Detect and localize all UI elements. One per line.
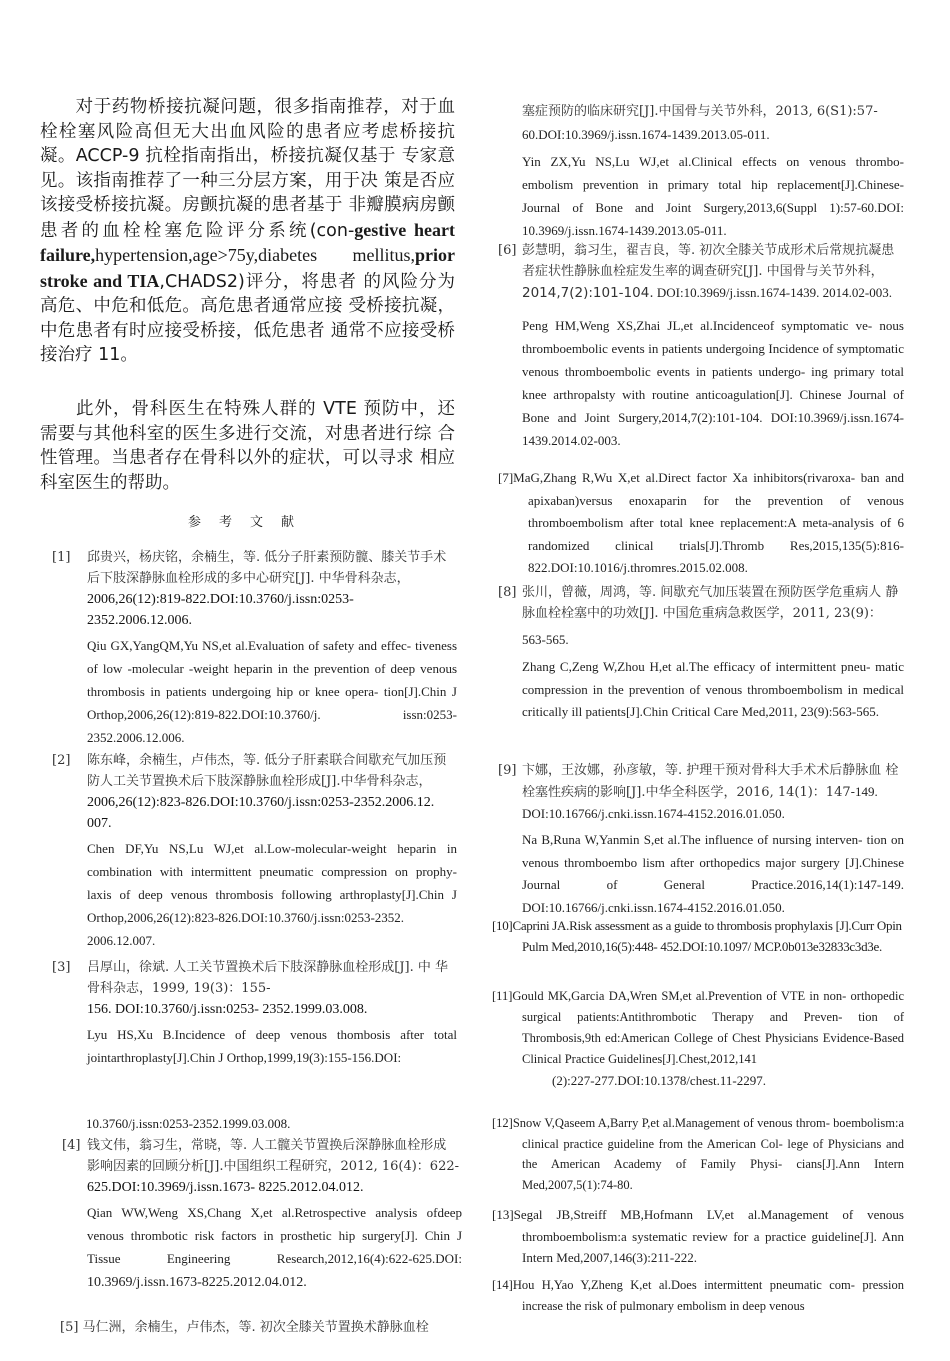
ref-number: [1] — [52, 550, 71, 565]
ref-en-tail: (2):227-277.DOI:10.1378/chest.11-2297. — [552, 1073, 766, 1088]
ref-cn-doi: 563-565. — [522, 632, 569, 647]
para1-text-a: 对于药物桥接抗凝问题，很多指南推荐，对于血栓栓塞风险高但无大出血风险的患者应考虑桥接抗凝。ACCP-9 抗栓指南指出，桥接抗凝仅基于 专家意见。该指南推荐了一种三分层方案，用于决 策是否应该接受桥接抗凝。房颤抗凝的患者基于 非瓣膜病房颤患者的血栓栓塞危险评分系统(con- — [40, 97, 455, 241]
references-heading: 参考文献 — [188, 515, 313, 530]
ref-cn: 陈东峰，余楠生，卢伟杰，等. 低分子肝素联合间歇充气加压预防人工关节置换术后下肢深静脉血栓形成[J].中华骨科杂志，2006,26(12):823-826.DOI:10.3760/j.issn:0253-2352.2006.12. 007. — [87, 753, 447, 831]
ref-en: Na B,Runa W,Yanmin S,et al.The influence of nursing interven- tion on venous thromboembo lism after orthopedics major surgery [J].Chinese Journal of General Practice.2016,14(1):147-149. DOI:10.16766/j.cnki.issn.1674-4152.2016.01.050. — [522, 832, 904, 915]
reference-13 — [492, 1204, 904, 1269]
ref-number: [9] — [498, 763, 517, 778]
ref-en: Qiu GX,YangQM,Yu NS,et al.Evaluation of safety and effec- tiveness of low -molecular -weight heparin in the prevention of deep venous thrombosis in patients undergoing hip or knee opera- tion[J].Chin J Orthop,2006,26(12):819-822.DOI:10.3760/j. issn:0253-2352.2006.12.006. — [87, 638, 457, 745]
ref-cn: 卞娜，王汝娜，孙彦敏，等. 护理干预对骨科大手术术后静脉血 栓栓塞性疾病的影响[J].中华全科医学，2016, 14(1)：147-149. DOI:10.16766/j.cnki.issn.1674-4152.2016.01.050. — [522, 763, 899, 821]
ref-number: [8] — [498, 585, 517, 600]
reference-4 — [62, 1135, 462, 1294]
ref-en: Yin ZX,Yu NS,Lu WJ,et al.Clinical effects on venous thrombo- embolism prevention in primary total hip replacement[J].Chinese- Journal of Bone and Joint Surgery,2013,6(Suppl 1):57-60.DOI: 10.3969/j.issn.1674-1439.2013.05-011. — [522, 154, 904, 238]
body-paragraph-1 — [40, 95, 455, 368]
para2-text: 此外，骨科医生在特殊人群的 VTE 预防中，还 需要与其他科室的医生多进行交流，对患者进行综 合性管理。当患者存在骨科以外的症状，可以寻求 相应科室医生的帮助。 — [40, 399, 455, 493]
ref-cn: 邱贵兴，杨庆铭，余楠生，等. 低分子肝素预防髋、膝关节手术后下肢深静脉血栓形成的多中心研究[J]. 中华骨科杂志，2006,26(12):819-822.DOI:10.3760/j.issn:0253-2352.2006.12.006. — [87, 550, 447, 628]
ref-en: Qian WW,Weng XS,Chang X,et al.Retrospective analysis ofdeep venous thrombotic risk factors in prosthetic hip surgery[J]. Chin J Tissue Engineering Research,2012,16(4):622-625.DOI: 10.3969/j.issn.1673-8225.2012.04.012. — [87, 1205, 462, 1290]
ref-en: Chen DF,Yu NS,Lu WJ,et al.Low-molecular-weight heparin in combination with intermittent pneumatic compression on prophy- laxis of deep venous thrombosis following arthroplasty[J].Chin J Orthop,2006,26(12):823-826.DOI:10.3760/j.issn:0253-2352. 2006.12.007. — [87, 841, 457, 948]
ref-en: Zhang C,Zeng W,Zhou H,et al.The efficacy of intermittent pneu- matic compression in the prevention of venous thromboembolism in medical critically ill patients[J].Chin Critical Care Med,2011, 23(9):563-565. — [522, 659, 904, 719]
reference-10 — [492, 916, 904, 957]
reference-5-clipped: [5] 马仁洲，余楠生，卢伟杰，等. 初次全膝关节置换术静脉血栓 — [60, 1320, 429, 1335]
reference-6 — [498, 240, 904, 452]
ref-cn: 塞症预防的临床研究[J].中国骨与关节外科，2013, 6(S1):57- — [522, 104, 878, 119]
reference-5-continued — [522, 101, 904, 242]
reference-3-tail: 10.3760/j.issn:0253-2352.1999.03.008. — [86, 1116, 291, 1131]
ref-cn: 张川，曾薇，周鸿，等. 间歇充气加压装置在预防医学危重病人 静脉血栓栓塞中的功效[J]. 中国危重病急救医学，2011, 23(9)： — [522, 585, 899, 621]
ref-en: Lyu HS,Xu B.Incidence of deep venous thombosis after total jointarthroplasty[J].Chin J Orthop,1999,19(3):155-156.DOI: — [87, 1027, 457, 1065]
ref-cn: 钱文伟，翁习生，常晓，等. 人工髋关节置换后深静脉血栓形成 影响因素的回顾分析[J].中国组织工程研究，2012, 16(4)：622-625.DOI:10.3969/j.issn.1673- 8225.2012.04.012. — [87, 1138, 459, 1195]
ref-number: [3] — [52, 960, 71, 975]
ref-en: [14]Hou H,Yao Y,Zheng K,et al.Does intermittent pneumatic com- pression increase the risk of pulmonary embolism in deep venous — [492, 1278, 904, 1313]
ref-en: [12]Snow V,Qaseem A,Barry P,et al.Management of venous throm- boembolism:a clinical practice guideline from the American Col- lege of Physicians and the American Academy of Family Physi- cians[J].Ann Intern Med,2007,5(1):74-80. — [492, 1116, 904, 1192]
ref-number: [6] — [498, 243, 517, 258]
ref-en: [10]Caprini JA.Risk assessment as a guide to thrombosis prophylaxis [J].Curr Opin Pulm Med,2010,16(5):448- 452.DOI:10.1097/ MCP.0b013e32833c3d3e. — [492, 918, 902, 954]
reference-12 — [492, 1113, 904, 1195]
reference-9 — [498, 760, 904, 919]
para1-text-c: hypertension,age>75y,diabetes mellitus, — [95, 245, 415, 265]
ref-number: [2] — [52, 753, 71, 768]
reference-14 — [492, 1275, 904, 1315]
ref-cn: 吕厚山，徐斌. 人工关节置换术后下肢深静脉血栓形成[J]. 中 华骨科杂志，1999, 19(3)：155- 156. DOI:10.3760/j.issn:0253- 2352.1999.03.008. — [87, 960, 449, 1017]
reference-7 — [498, 467, 904, 580]
reference-2 — [52, 750, 457, 952]
para1-text-d: prior stroke and TIA — [40, 245, 455, 291]
ref-en: [7]MaG,Zhang R,Wu X,et al.Direct factor Xa inhibitors(rivaroxa- ban and apixaban)versus enoxaparin for the prevention of venous thromboembolism after total knee replacement:A meta-analysis of 6 randomized clinical trials[J].Thromb Res,2015,135(5):816-822.DOI:10.1016/j.thromres.2015.02.008. — [498, 470, 904, 575]
reference-1 — [52, 547, 457, 749]
para1-text-e: ,CHADS2)评分，将患者 的风险分为高危、中危和低危。高危患者通常应接 受桥接抗凝，中危患者有时应接受桥接，低危患者 通常不应接受桥接治疗 11。 — [40, 271, 455, 365]
ref-number: [4] — [62, 1138, 81, 1153]
reference-3 — [52, 957, 457, 1069]
reference-11 — [492, 986, 904, 1092]
ref-en: [13]Segal JB,Streiff MB,Hofmann LV,et al.Management of venous thromboembolism:a systematic review for a practice guideline[J]. Ann Intern Med,2007,146(3):211-222. — [492, 1207, 904, 1265]
ref-en: Peng HM,Weng XS,Zhai JL,et al.Incidenceof symptomatic ve- nous thromboembolic events in patients undergoing Incidence of symptomatic venous thromboembolic events in patients undergo- ing primary total knee arthropalsty with routine anticoagulation[J]. Chinese Journal of Bone and Joint Surgery,2014,7(2):101-104. DOI:10.3969/j.issn.1674-1439.2014.02-003. — [522, 318, 904, 448]
ref-cn: 彭慧明，翁习生，翟吉良，等. 初次全膝关节成形术后常规抗凝患者症状性静脉血栓症发生率的调查研究[J]. 中国骨与关节外科，2014,7(2):101-104. DOI:10.3969/j.issn.1674-1439. 2014.02-003. — [522, 243, 895, 301]
ref-cn-doi: 60.DOI:10.3969/j.issn.1674-1439.2013.05-011. — [522, 127, 770, 142]
body-paragraph-2 — [40, 397, 455, 495]
para1-text-b: gestive heart failure, — [40, 219, 456, 265]
ref-en: [11]Gould MK,Garcia DA,Wren SM,et al.Prevention of VTE in non- orthopedic surgical patients:Antithrombotic Therapy and Preven- tion of Thrombosis,9th ed:American College of Chest Physicians Evidence-Based Clinical Practice Guidelines[J].Chest,2012,141 — [492, 989, 904, 1066]
reference-8 — [498, 582, 904, 724]
